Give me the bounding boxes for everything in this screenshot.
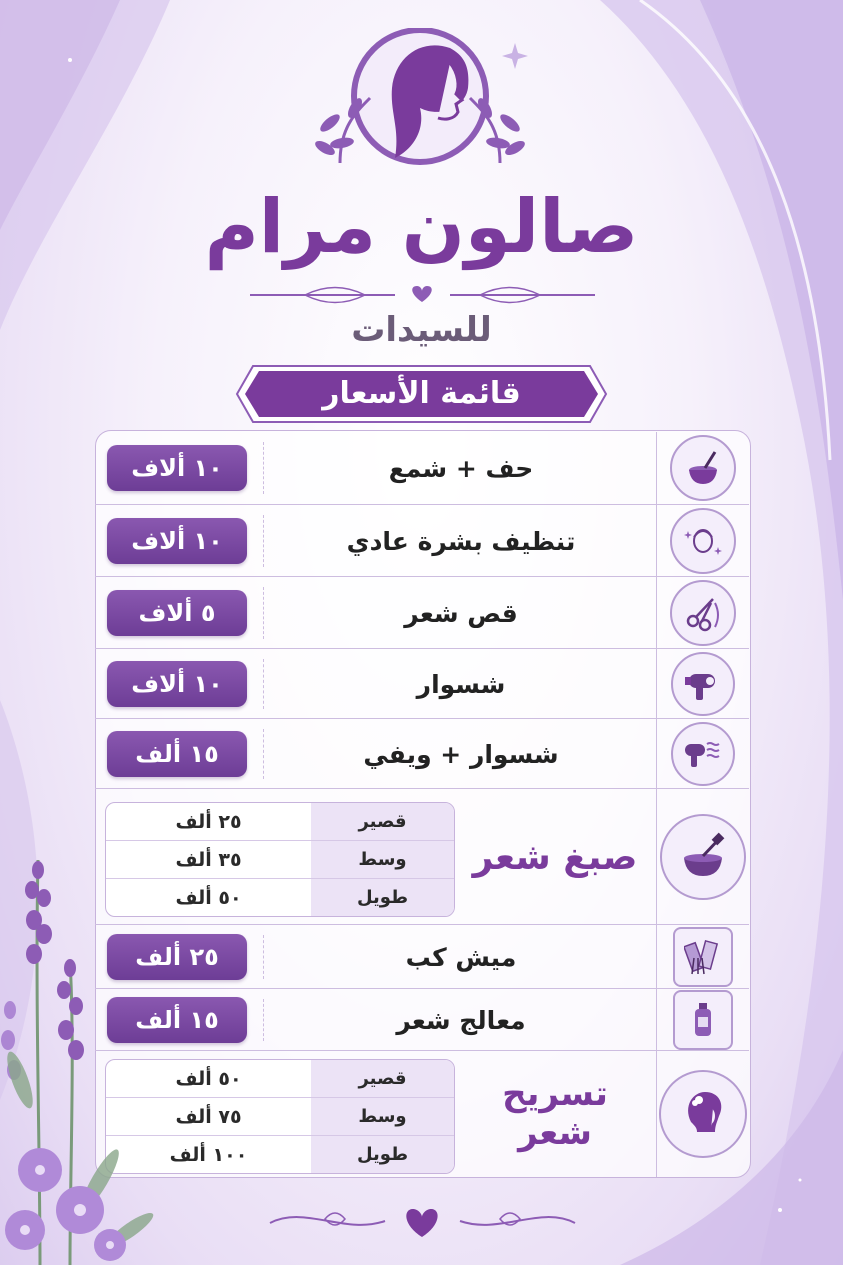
service-name: صبغ شعر — [472, 836, 638, 878]
hairstyle-icon — [675, 1086, 731, 1142]
tier-price: ٣٥ ألف — [175, 848, 242, 871]
tier-length: وسط — [311, 841, 454, 878]
menu-title: قائمة الأسعار — [322, 376, 521, 411]
service-name-line: شعر — [518, 1113, 592, 1153]
service-row — [95, 718, 749, 789]
price-badge: ١٠ ألاف — [107, 445, 247, 491]
tier-length: طويل — [311, 879, 454, 916]
service-name — [453, 1051, 657, 1177]
service-row — [95, 648, 749, 719]
service-row — [95, 504, 749, 577]
service-name: شسوار — [416, 669, 506, 699]
treatment-bottle-icon — [686, 1001, 720, 1039]
face-care-icon — [683, 521, 723, 561]
service-name-line: تسريح — [502, 1073, 608, 1114]
ornament-divider — [245, 280, 600, 310]
service-name: تنظيف بشرة عادي — [346, 526, 576, 556]
tier-price: ٥٠ ألف — [175, 886, 242, 909]
service-name: قص شعر — [404, 598, 518, 628]
service-row — [95, 432, 749, 504]
price-badge: ٢٥ ألف — [107, 934, 247, 980]
salon-name: صالون مرام — [204, 184, 639, 270]
price-badge: ١٥ ألف — [107, 997, 247, 1043]
footer-heart-ornament — [265, 1195, 580, 1245]
tier-length: طويل — [311, 1136, 454, 1173]
service-name: شسوار + ويفي — [363, 739, 559, 769]
tier-length: وسط — [311, 1098, 454, 1135]
wax-pot-icon — [683, 448, 723, 488]
lavender-flowers-decoration — [0, 850, 200, 1265]
tier-length: قصير — [311, 1060, 454, 1097]
scissors-icon — [683, 593, 723, 633]
tier-length: قصير — [311, 803, 454, 840]
price-badge: ١٠ ألاف — [107, 518, 247, 564]
service-row — [95, 576, 749, 649]
hair-dryer-icon — [683, 664, 723, 704]
tier-price: ٥٠ ألف — [175, 1067, 242, 1090]
price-badge: ١٥ ألف — [107, 731, 247, 777]
price-badge: ٥ ألاف — [107, 590, 247, 636]
tier-price: ٧٥ ألف — [175, 1105, 242, 1128]
highlight-foil-icon — [684, 938, 722, 976]
hair-dryer-wave-icon — [683, 734, 723, 774]
tier-row — [106, 803, 454, 840]
service-name: معالج شعر — [396, 1005, 526, 1035]
tier-price: ١٠٠ ألف — [169, 1143, 248, 1166]
woman-silhouette-logo-icon — [300, 28, 540, 188]
price-badge: ١٠ ألاف — [107, 661, 247, 707]
dye-bowl-icon — [678, 832, 728, 882]
tier-price: ٢٥ ألف — [175, 810, 242, 833]
salon-subtitle: للسيدات — [351, 310, 492, 350]
service-name: ميش كب — [405, 942, 517, 972]
service-name: حف + شمع — [388, 453, 534, 483]
